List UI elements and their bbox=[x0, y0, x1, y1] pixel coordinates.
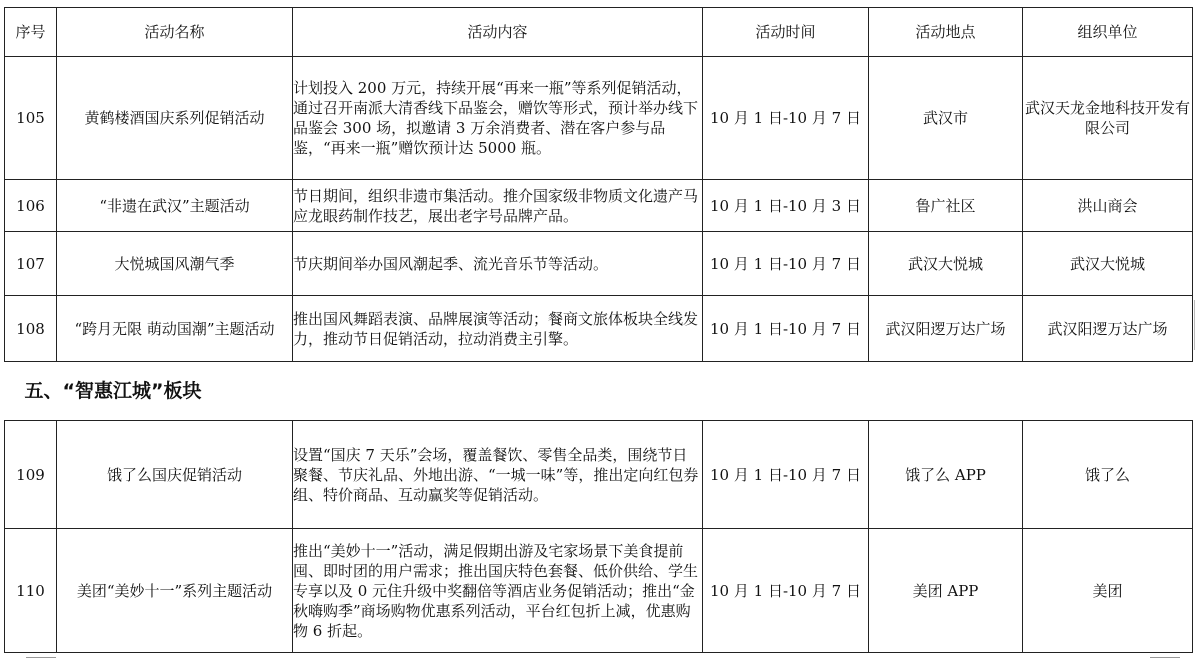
header-content: 活动内容 bbox=[293, 8, 703, 57]
cell-organizer: 饿了么 bbox=[1023, 421, 1193, 529]
cell-organizer: 武汉天龙金地科技开发有限公司 bbox=[1023, 57, 1193, 180]
header-index: 序号 bbox=[5, 8, 57, 57]
cell-index: 107 bbox=[5, 232, 57, 296]
cell-name: “跨月无限 萌动国潮”主题活动 bbox=[57, 296, 293, 362]
cell-location: 鲁广社区 bbox=[869, 180, 1023, 232]
cell-index: 108 bbox=[5, 296, 57, 362]
activity-table bbox=[4, 7, 1193, 653]
table-row bbox=[5, 180, 1193, 232]
cell-time: 10 月 1 日-10 月 7 日 bbox=[703, 57, 869, 180]
cell-location: 武汉阳逻万达广场 bbox=[869, 296, 1023, 362]
table-row bbox=[5, 232, 1193, 296]
section-title: 五、“智惠江城”板块 bbox=[5, 362, 1193, 421]
cell-name: “非遗在武汉”主题活动 bbox=[57, 180, 293, 232]
cell-location: 饿了么 APP bbox=[869, 421, 1023, 529]
cell-organizer: 武汉阳逻万达广场 bbox=[1023, 296, 1193, 362]
cell-index: 109 bbox=[5, 421, 57, 529]
header-time: 活动时间 bbox=[703, 8, 869, 57]
cell-time: 10 月 1 日-10 月 7 日 bbox=[703, 529, 869, 653]
cell-organizer: 美团 bbox=[1023, 529, 1193, 653]
cell-organizer: 武汉大悦城 bbox=[1023, 232, 1193, 296]
cell-time: 10 月 1 日-10 月 7 日 bbox=[703, 296, 869, 362]
cell-time: 10 月 1 日-10 月 7 日 bbox=[703, 421, 869, 529]
header-organizer: 组织单位 bbox=[1023, 8, 1193, 57]
cell-location: 美团 APP bbox=[869, 529, 1023, 653]
cell-name: 美团“美妙十一”系列主题活动 bbox=[57, 529, 293, 653]
cell-name: 饿了么国庆促销活动 bbox=[57, 421, 293, 529]
page-edge-mark bbox=[1194, 300, 1200, 350]
cell-index: 106 bbox=[5, 180, 57, 232]
cell-location: 武汉市 bbox=[869, 57, 1023, 180]
table-row bbox=[5, 296, 1193, 362]
table-row bbox=[5, 529, 1193, 653]
cell-name: 大悦城国风潮气季 bbox=[57, 232, 293, 296]
cell-content: 计划投入 200 万元，持续开展“再来一瓶”等系列促销活动，通过召开南派大清香线下品鉴会，赠饮等形式，预计举办线下品鉴会 300 场，拟邀请 3 万余消费者、潜在客户参与品鉴，“再来一瓶”赠饮预计达 5000 瓶。 bbox=[293, 57, 703, 180]
cell-organizer: 洪山商会 bbox=[1023, 180, 1193, 232]
cell-content: 节庆期间举办国风潮起季、流光音乐节等活动。 bbox=[293, 232, 703, 296]
table-row bbox=[5, 57, 1193, 180]
header-name: 活动名称 bbox=[57, 8, 293, 57]
cell-content: 推出“美妙十一”活动，满足假期出游及宅家场景下美食提前囤、即时团的用户需求；推出国庆特色套餐、低价供给、学生专享以及 0 元住升级中奖翻倍等酒店业务促销活动；推出“金秋嗨购季”商场购物优惠系列活动，平台红包折上减，优惠购物 6 折起。 bbox=[293, 529, 703, 653]
cell-time: 10 月 1 日-10 月 7 日 bbox=[703, 232, 869, 296]
table-header-row bbox=[5, 8, 1193, 57]
cell-location: 武汉大悦城 bbox=[869, 232, 1023, 296]
cell-content: 节日期间，组织非遗市集活动。推介国家级非物质文化遗产马应龙眼药制作技艺，展出老字号品牌产品。 bbox=[293, 180, 703, 232]
header-location: 活动地点 bbox=[869, 8, 1023, 57]
cell-content: 设置“国庆 7 天乐”会场，覆盖餐饮、零售全品类，围绕节日聚餐、节庆礼品、外地出游、“一城一味”等，推出定向红包券组、特价商品、互动赢奖等促销活动。 bbox=[293, 421, 703, 529]
cell-content: 推出国风舞蹈表演、品牌展演等活动；餐商文旅体板块全线发力，推动节日促销活动，拉动消费主引擎。 bbox=[293, 296, 703, 362]
cell-index: 110 bbox=[5, 529, 57, 653]
table-row bbox=[5, 421, 1193, 529]
cell-time: 10 月 1 日-10 月 3 日 bbox=[703, 180, 869, 232]
cell-name: 黄鹤楼酒国庆系列促销活动 bbox=[57, 57, 293, 180]
section-row bbox=[5, 362, 1193, 421]
cell-index: 105 bbox=[5, 57, 57, 180]
